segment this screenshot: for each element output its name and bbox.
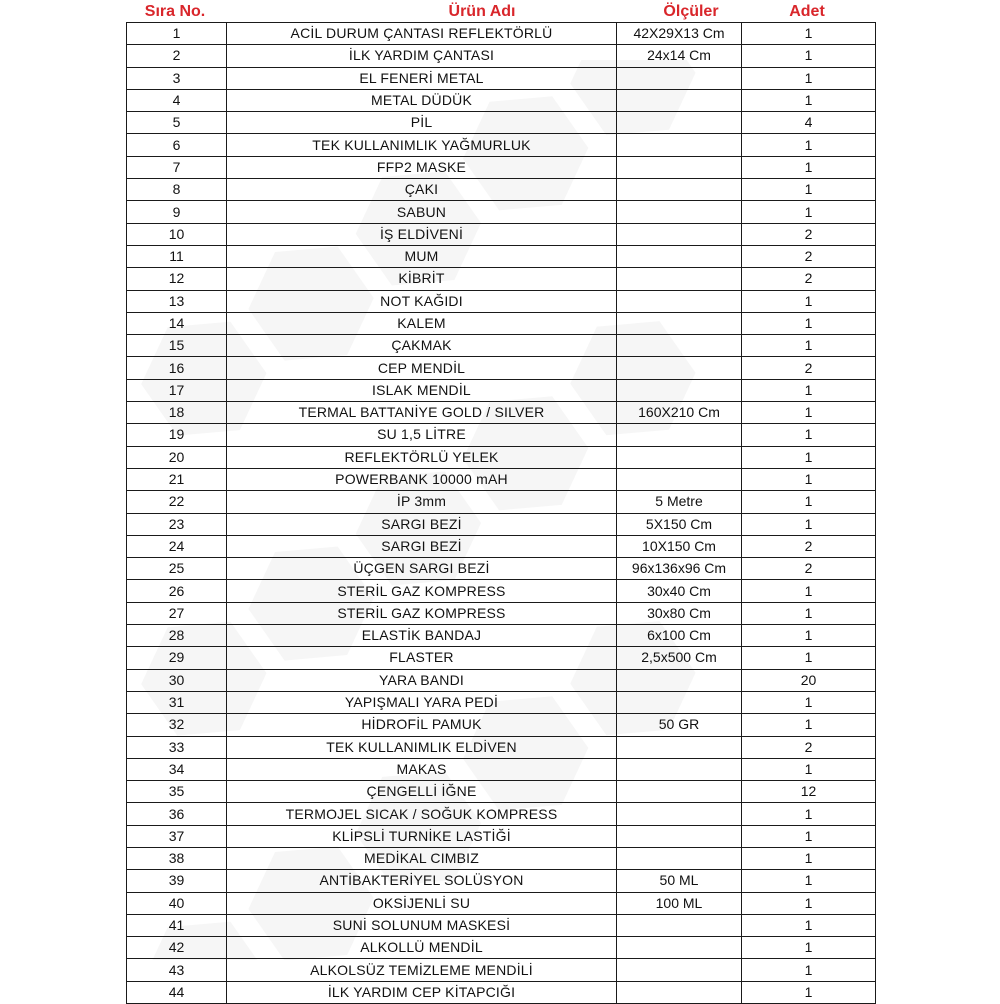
table-row: [127, 602, 876, 624]
row-number: 33: [127, 736, 227, 758]
product-name: ALKOLSÜZ TEMİZLEME MENDİLİ: [227, 959, 617, 981]
table-row: [127, 290, 876, 312]
quantity: 1: [742, 134, 876, 156]
row-number: 10: [127, 223, 227, 245]
row-number: 29: [127, 647, 227, 669]
dimensions: [617, 446, 742, 468]
dimensions: 50 GR: [617, 714, 742, 736]
quantity: 1: [742, 23, 876, 45]
table-row: [127, 981, 876, 1003]
product-name: MAKAS: [227, 758, 617, 780]
quantity: 2: [742, 535, 876, 557]
dimensions: [617, 89, 742, 111]
table-row: [127, 803, 876, 825]
quantity: 2: [742, 558, 876, 580]
dimensions: [617, 112, 742, 134]
quantity: 2: [742, 736, 876, 758]
row-number: 43: [127, 959, 227, 981]
table-row: [127, 691, 876, 713]
table-row: [127, 669, 876, 691]
quantity: 1: [742, 379, 876, 401]
quantity: 1: [742, 870, 876, 892]
product-name: CEP MENDİL: [227, 357, 617, 379]
header-size: Ölçüler: [663, 3, 719, 20]
row-number: 4: [127, 89, 227, 111]
product-name: METAL DÜDÜK: [227, 89, 617, 111]
row-number: 38: [127, 847, 227, 869]
header-no: Sıra No.: [144, 3, 206, 20]
product-name: ACİL DURUM ÇANTASI REFLEKTÖRLÜ: [227, 23, 617, 45]
dimensions: [617, 223, 742, 245]
table-row: [127, 959, 876, 981]
quantity: 1: [742, 758, 876, 780]
dimensions: 160X210 Cm: [617, 402, 742, 424]
product-name: ISLAK MENDİL: [227, 379, 617, 401]
quantity: 1: [742, 446, 876, 468]
product-name: PİL: [227, 112, 617, 134]
quantity: 1: [742, 67, 876, 89]
row-number: 34: [127, 758, 227, 780]
row-number: 12: [127, 268, 227, 290]
product-name: TERMAL BATTANİYE GOLD / SILVER: [227, 402, 617, 424]
dimensions: [617, 379, 742, 401]
row-number: 3: [127, 67, 227, 89]
row-number: 40: [127, 892, 227, 914]
row-number: 20: [127, 446, 227, 468]
dimensions: [617, 245, 742, 267]
product-name: ÜÇGEN SARGI BEZİ: [227, 558, 617, 580]
row-number: 35: [127, 781, 227, 803]
quantity: 1: [742, 335, 876, 357]
dimensions: [617, 981, 742, 1003]
product-name: SABUN: [227, 201, 617, 223]
table-row: [127, 714, 876, 736]
table-row: [127, 23, 876, 45]
table-row: [127, 223, 876, 245]
quantity: 1: [742, 602, 876, 624]
quantity: 1: [742, 647, 876, 669]
quantity: 4: [742, 112, 876, 134]
dimensions: [617, 268, 742, 290]
dimensions: [617, 357, 742, 379]
row-number: 27: [127, 602, 227, 624]
row-number: 19: [127, 424, 227, 446]
quantity: 1: [742, 402, 876, 424]
table-row: [127, 446, 876, 468]
table-row: [127, 847, 876, 869]
product-name: YAPIŞMALI YARA PEDİ: [227, 691, 617, 713]
dimensions: [617, 669, 742, 691]
table-row: [127, 914, 876, 936]
table-row: [127, 112, 876, 134]
dimensions: [617, 468, 742, 490]
quantity: 1: [742, 201, 876, 223]
table-row: [127, 268, 876, 290]
product-name: FFP2 MASKE: [227, 156, 617, 178]
quantity: 1: [742, 959, 876, 981]
table-row: [127, 736, 876, 758]
dimensions: [617, 67, 742, 89]
quantity: 1: [742, 513, 876, 535]
row-number: 21: [127, 468, 227, 490]
dimensions: 96x136x96 Cm: [617, 558, 742, 580]
quantity: 1: [742, 937, 876, 959]
product-name: OKSİJENLİ SU: [227, 892, 617, 914]
table-row: [127, 89, 876, 111]
quantity: 1: [742, 156, 876, 178]
product-name: TEK KULLANIMLIK YAĞMURLUK: [227, 134, 617, 156]
row-number: 41: [127, 914, 227, 936]
dimensions: 42X29X13 Cm: [617, 23, 742, 45]
quantity: 1: [742, 892, 876, 914]
quantity: 1: [742, 45, 876, 67]
table-row: [127, 513, 876, 535]
product-name: POWERBANK 10000 mAH: [227, 468, 617, 490]
table-row: [127, 402, 876, 424]
dimensions: 50 ML: [617, 870, 742, 892]
product-name: İŞ ELDİVENİ: [227, 223, 617, 245]
table-row: [127, 201, 876, 223]
product-name: İLK YARDIM ÇANTASI: [227, 45, 617, 67]
table-row: [127, 870, 876, 892]
dimensions: [617, 914, 742, 936]
table-row: [127, 424, 876, 446]
row-number: 1: [127, 23, 227, 45]
items-table: [126, 22, 876, 1004]
dimensions: [617, 781, 742, 803]
quantity: 1: [742, 290, 876, 312]
product-name: SARGI BEZİ: [227, 513, 617, 535]
product-name: TEK KULLANIMLIK ELDİVEN: [227, 736, 617, 758]
table-row: [127, 825, 876, 847]
product-name: İP 3mm: [227, 491, 617, 513]
table-row: [127, 45, 876, 67]
dimensions: [617, 179, 742, 201]
quantity: 1: [742, 424, 876, 446]
row-number: 26: [127, 580, 227, 602]
quantity: 1: [742, 468, 876, 490]
product-name: FLASTER: [227, 647, 617, 669]
table-row: [127, 312, 876, 334]
quantity: 2: [742, 245, 876, 267]
quantity: 1: [742, 89, 876, 111]
table-row: [127, 134, 876, 156]
product-name: ELASTİK BANDAJ: [227, 625, 617, 647]
quantity: 12: [742, 781, 876, 803]
product-name: REFLEKTÖRLÜ YELEK: [227, 446, 617, 468]
table-row: [127, 892, 876, 914]
product-name: ANTİBAKTERİYEL SOLÜSYON: [227, 870, 617, 892]
row-number: 25: [127, 558, 227, 580]
dimensions: 100 ML: [617, 892, 742, 914]
quantity: 1: [742, 825, 876, 847]
dimensions: [617, 335, 742, 357]
dimensions: 5 Metre: [617, 491, 742, 513]
product-name: SU 1,5 LİTRE: [227, 424, 617, 446]
quantity: 1: [742, 803, 876, 825]
dimensions: [617, 803, 742, 825]
quantity: 1: [742, 981, 876, 1003]
row-number: 11: [127, 245, 227, 267]
quantity: 1: [742, 691, 876, 713]
dimensions: [617, 290, 742, 312]
product-name: KİBRİT: [227, 268, 617, 290]
product-name: ALKOLLÜ MENDİL: [227, 937, 617, 959]
row-number: 15: [127, 335, 227, 357]
dimensions: 5X150 Cm: [617, 513, 742, 535]
product-name: YARA BANDI: [227, 669, 617, 691]
row-number: 37: [127, 825, 227, 847]
row-number: 6: [127, 134, 227, 156]
table-row: [127, 758, 876, 780]
quantity: 1: [742, 914, 876, 936]
row-number: 17: [127, 379, 227, 401]
quantity: 2: [742, 223, 876, 245]
quantity: 1: [742, 179, 876, 201]
header-count: Adet: [789, 3, 825, 20]
row-number: 44: [127, 981, 227, 1003]
quantity: 1: [742, 312, 876, 334]
quantity: 1: [742, 714, 876, 736]
quantity: 20: [742, 669, 876, 691]
dimensions: 10X150 Cm: [617, 535, 742, 557]
table-row: [127, 558, 876, 580]
dimensions: [617, 201, 742, 223]
quantity: 1: [742, 491, 876, 513]
row-number: 24: [127, 535, 227, 557]
product-name: ÇAKMAK: [227, 335, 617, 357]
table-row: [127, 67, 876, 89]
product-name: SUNİ SOLUNUM MASKESİ: [227, 914, 617, 936]
table-row: [127, 625, 876, 647]
quantity: 1: [742, 625, 876, 647]
dimensions: 2,5x500 Cm: [617, 647, 742, 669]
table-row: [127, 647, 876, 669]
row-number: 28: [127, 625, 227, 647]
quantity: 1: [742, 580, 876, 602]
table-row: [127, 580, 876, 602]
dimensions: [617, 156, 742, 178]
row-number: 42: [127, 937, 227, 959]
table-row: [127, 937, 876, 959]
product-name: MEDİKAL CIMBIZ: [227, 847, 617, 869]
dimensions: [617, 736, 742, 758]
dimensions: [617, 825, 742, 847]
header-name: Ürün Adı: [448, 3, 516, 20]
product-name: SARGI BEZİ: [227, 535, 617, 557]
dimensions: [617, 959, 742, 981]
table-row: [127, 245, 876, 267]
row-number: 13: [127, 290, 227, 312]
product-name: HİDROFİL PAMUK: [227, 714, 617, 736]
product-name: TERMOJEL SICAK / SOĞUK KOMPRESS: [227, 803, 617, 825]
table-header: [126, 0, 874, 23]
dimensions: 6x100 Cm: [617, 625, 742, 647]
row-number: 36: [127, 803, 227, 825]
row-number: 22: [127, 491, 227, 513]
table-row: [127, 179, 876, 201]
table-row: [127, 781, 876, 803]
table-row: [127, 335, 876, 357]
product-name: ÇAKI: [227, 179, 617, 201]
row-number: 5: [127, 112, 227, 134]
row-number: 14: [127, 312, 227, 334]
row-number: 32: [127, 714, 227, 736]
product-name: ÇENGELLİ İĞNE: [227, 781, 617, 803]
dimensions: [617, 691, 742, 713]
table-row: [127, 491, 876, 513]
dimensions: 30x80 Cm: [617, 602, 742, 624]
table-row: [127, 468, 876, 490]
row-number: 8: [127, 179, 227, 201]
product-name: İLK YARDIM CEP KİTAPCIĞI: [227, 981, 617, 1003]
dimensions: [617, 312, 742, 334]
product-name: KLİPSLİ TURNİKE LASTİĞİ: [227, 825, 617, 847]
row-number: 16: [127, 357, 227, 379]
table-row: [127, 156, 876, 178]
product-name: STERİL GAZ KOMPRESS: [227, 602, 617, 624]
quantity: 2: [742, 357, 876, 379]
dimensions: 30x40 Cm: [617, 580, 742, 602]
quantity: 1: [742, 847, 876, 869]
dimensions: [617, 134, 742, 156]
row-number: 30: [127, 669, 227, 691]
product-name: EL FENERİ METAL: [227, 67, 617, 89]
row-number: 39: [127, 870, 227, 892]
quantity: 2: [742, 268, 876, 290]
row-number: 31: [127, 691, 227, 713]
table-row: [127, 535, 876, 557]
dimensions: [617, 424, 742, 446]
product-name: STERİL GAZ KOMPRESS: [227, 580, 617, 602]
row-number: 2: [127, 45, 227, 67]
table-row: [127, 357, 876, 379]
product-name: MUM: [227, 245, 617, 267]
items-table-body: [127, 23, 876, 1004]
row-number: 23: [127, 513, 227, 535]
product-name: NOT KAĞIDI: [227, 290, 617, 312]
dimensions: 24x14 Cm: [617, 45, 742, 67]
dimensions: [617, 758, 742, 780]
row-number: 7: [127, 156, 227, 178]
row-number: 9: [127, 201, 227, 223]
row-number: 18: [127, 402, 227, 424]
product-name: KALEM: [227, 312, 617, 334]
dimensions: [617, 847, 742, 869]
dimensions: [617, 937, 742, 959]
table-row: [127, 379, 876, 401]
